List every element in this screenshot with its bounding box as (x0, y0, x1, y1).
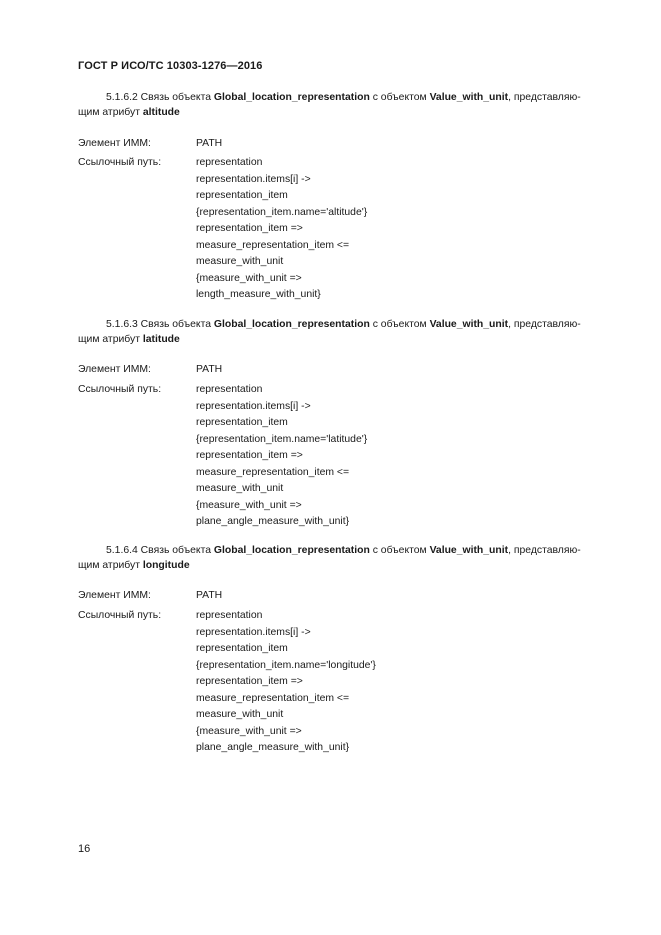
path-line: measure_representation_item <= (196, 239, 350, 251)
entity-name: Global_location_representation (213, 545, 370, 556)
para-text: , представляю- (508, 319, 581, 330)
para-text: Связь объекта (140, 545, 212, 556)
entity-name: Global_location_representation (213, 92, 370, 103)
page-number: 16 (78, 843, 91, 855)
path-line: representation (196, 610, 263, 621)
section-paragraph (78, 90, 618, 120)
target-name: Value_with_unit (429, 92, 509, 103)
document-header: ГОСТ Р ИСО/ТС 10303-1276—2016 (78, 60, 263, 72)
para-text: щим атрибут (78, 334, 140, 345)
path-line: measure_with_unit (196, 256, 284, 267)
section-latitude (78, 317, 618, 527)
path-line: representation (196, 157, 263, 168)
para-text: , представляю- (508, 92, 581, 103)
section-longitude (78, 543, 618, 753)
entity-name: Global_location_representation (213, 319, 370, 330)
path-line: representation.items[i] -> (196, 400, 311, 412)
para-text: Связь объекта (140, 92, 212, 103)
target-name: Value_with_unit (429, 319, 509, 330)
path-line: representation_item (196, 643, 288, 654)
section-number: 5.1.6.3 (106, 319, 138, 330)
path-line: plane_angle_measure_with_unit} (196, 516, 350, 527)
target-name: Value_with_unit (429, 545, 509, 556)
path-line: representation (196, 384, 263, 395)
section-number: 5.1.6.2 (106, 92, 138, 103)
path-line: representation_item (196, 190, 288, 201)
attribute-name: latitude (142, 334, 180, 345)
para-text: с объектом (372, 319, 427, 330)
ref-label: Ссылочный путь: (78, 157, 162, 168)
path-line: representation.items[i] -> (196, 173, 311, 185)
element-value: PATH (196, 138, 223, 149)
para-text: щим атрибут (78, 107, 140, 118)
path-line: {representation_item.name='latitude'} (196, 433, 368, 445)
section-altitude (78, 90, 618, 300)
path-line: {representation_item.name='longitude'} (196, 659, 376, 671)
path-line: measure_representation_item <= (196, 692, 350, 704)
path-line: {measure_with_unit => (196, 499, 302, 511)
section-number: 5.1.6.4 (106, 545, 138, 556)
path-line: {measure_with_unit => (196, 725, 302, 737)
path-line: representation.items[i] -> (196, 626, 311, 638)
section-paragraph (78, 317, 618, 347)
path-line: measure_with_unit (196, 709, 284, 720)
element-label: Элемент ИММ: (78, 590, 151, 601)
path-line: length_measure_with_unit} (196, 289, 321, 300)
element-label: Элемент ИММ: (78, 138, 151, 149)
path-line: representation_item => (196, 676, 303, 687)
para-text: с объектом (372, 545, 427, 556)
path-line: {measure_with_unit => (196, 272, 302, 284)
para-text: с объектом (372, 92, 427, 103)
path-line: measure_representation_item <= (196, 466, 350, 478)
path-line: representation_item => (196, 450, 303, 461)
element-value: PATH (196, 364, 223, 375)
ref-label: Ссылочный путь: (78, 384, 162, 395)
path-line: measure_with_unit (196, 483, 284, 494)
para-text: щим атрибут (78, 560, 140, 571)
path-line: representation_item => (196, 223, 303, 234)
path-line: plane_angle_measure_with_unit} (196, 742, 350, 753)
element-label: Элемент ИММ: (78, 364, 151, 375)
ref-label: Ссылочный путь: (78, 610, 162, 621)
path-line: representation_item (196, 417, 288, 428)
attribute-name: altitude (142, 107, 180, 118)
para-text: Связь объекта (140, 319, 212, 330)
para-text: , представляю- (508, 545, 581, 556)
attribute-name: longitude (142, 560, 190, 571)
section-paragraph (78, 543, 618, 573)
path-line: {representation_item.name='altitude'} (196, 206, 368, 218)
element-value: PATH (196, 590, 223, 601)
